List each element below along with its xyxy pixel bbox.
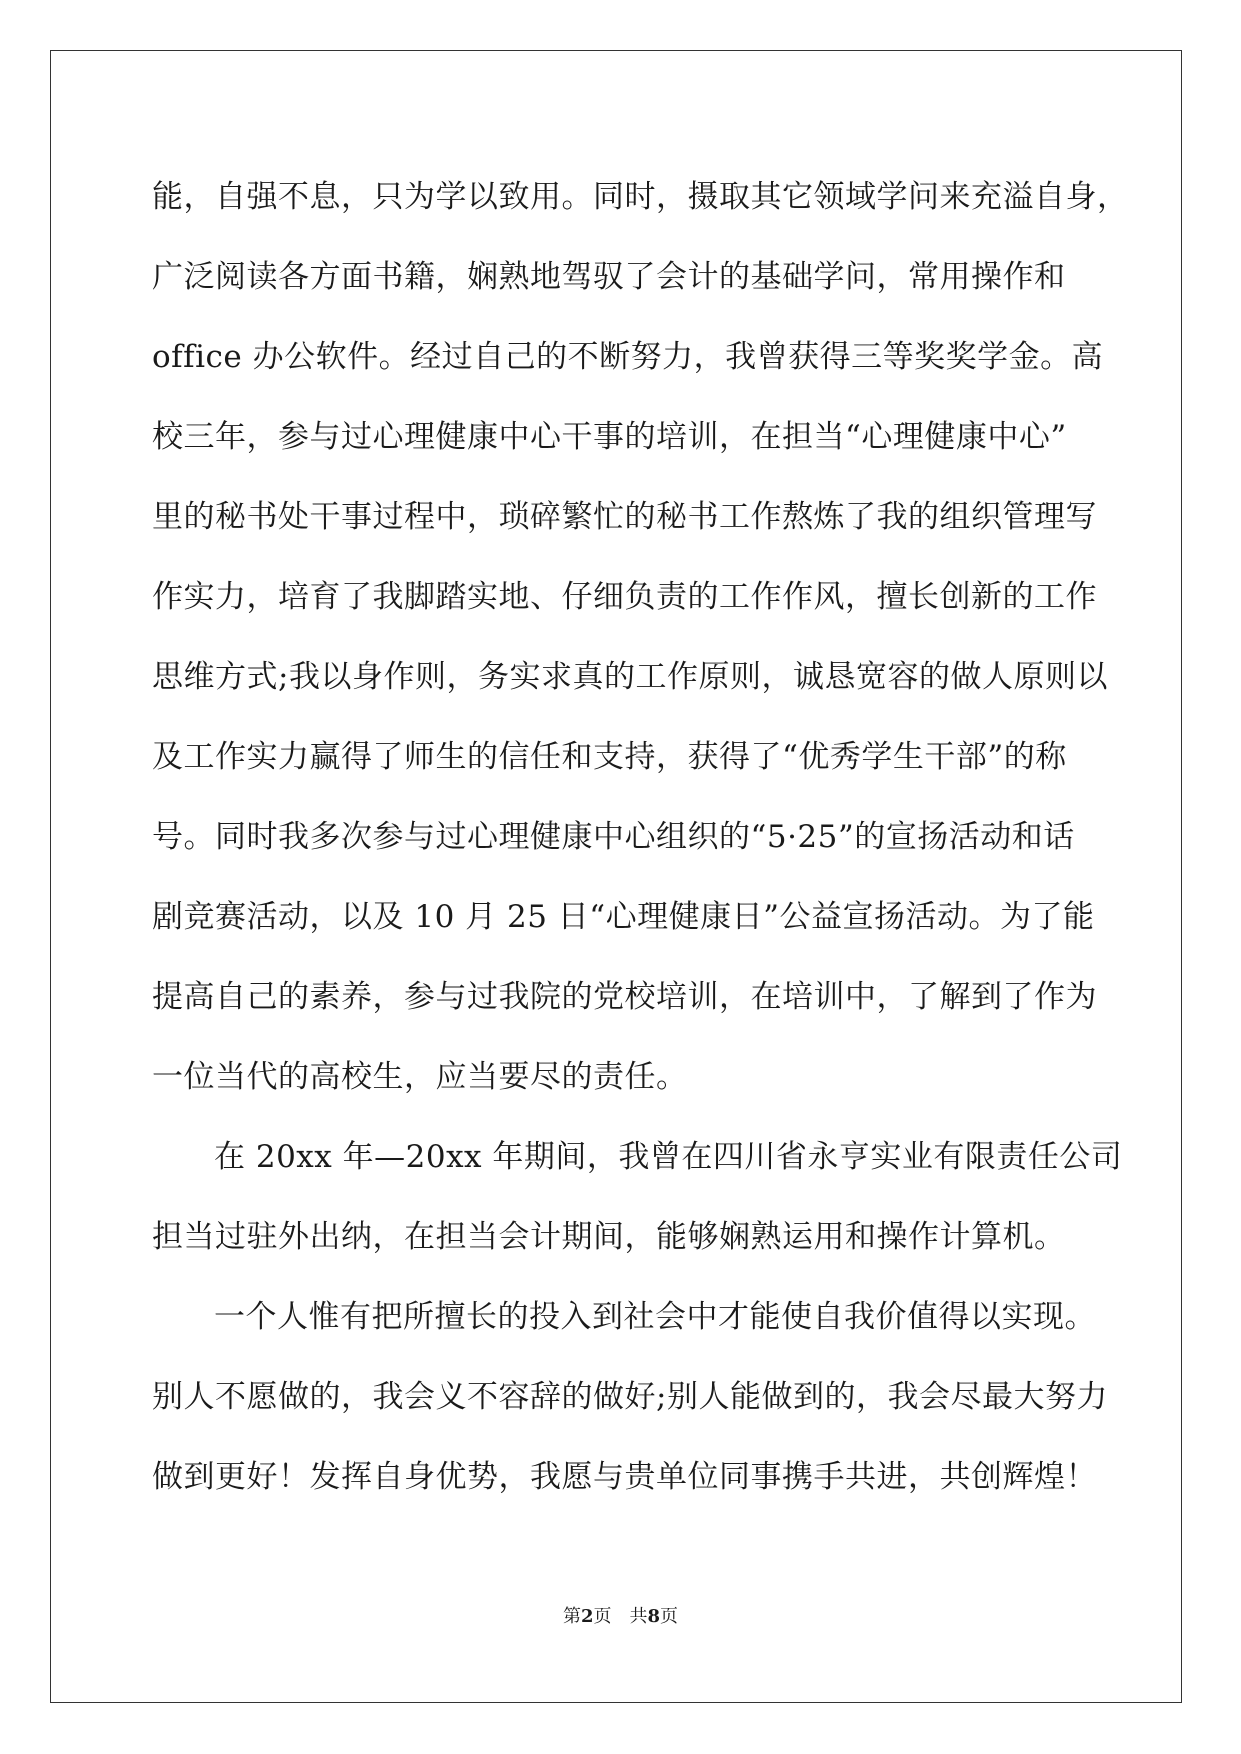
text-line: 一位当代的高校生，应当要尽的责任。 bbox=[152, 1059, 688, 1095]
text-line: 广泛阅读各方面书籍，娴熟地驾驭了会计的基础学问，常用操作和 bbox=[152, 259, 1066, 295]
text-line: 思维方式;我以身作则，务实求真的工作原则，诚恳宽容的做人原则以 bbox=[152, 659, 1108, 695]
footer-prefix: 第 bbox=[562, 1606, 581, 1627]
paragraph-start-line: 一个人惟有把所擅长的投入到社会中才能使自我价值得以实现。 bbox=[214, 1299, 1096, 1335]
text-line: 作实力，培育了我脚踏实地、仔细负责的工作作风，擅长创新的工作 bbox=[152, 579, 1097, 615]
footer-mid: 页 共 bbox=[593, 1606, 648, 1627]
text-line: 校三年，参与过心理健康中心干事的培训，在担当“心理健康中心” bbox=[152, 419, 1067, 455]
text-line: 提高自己的素养，参与过我院的党校培训，在培训中，了解到了作为 bbox=[152, 979, 1097, 1015]
text-line: 能，自强不息，只为学以致用。同时，摄取其它领域学问来充溢自身， bbox=[152, 179, 1129, 215]
document-body bbox=[152, 165, 1129, 1525]
text-line: 别人不愿做的，我会义不容辞的做好;别人能做到的，我会尽最大努力 bbox=[152, 1379, 1108, 1415]
text-line: 担当过驻外出纳，在担当会计期间，能够娴熟运用和操作计算机。 bbox=[152, 1219, 1066, 1255]
text-line: office 办公软件。经过自己的不断努力，我曾获得三等奖奖学金。高 bbox=[152, 339, 1104, 375]
page-number-footer bbox=[0, 1602, 1241, 1628]
text-line: 号。同时我多次参与过心理健康中心组织的“5·25”的宣扬活动和话 bbox=[152, 819, 1075, 855]
text-line: 做到更好！发挥自身优势，我愿与贵单位同事携手共进，共创辉煌！ bbox=[152, 1459, 1097, 1495]
text-line: 剧竞赛活动，以及 10 月 25 日“心理健康日”公益宣扬活动。为了能 bbox=[152, 899, 1095, 935]
total-page-number: 8 bbox=[647, 1606, 661, 1627]
footer-suffix: 页 bbox=[660, 1606, 679, 1627]
text-line: 及工作实力赢得了师生的信任和支持，获得了“优秀学生干部”的称 bbox=[152, 739, 1067, 775]
current-page-number: 2 bbox=[580, 1606, 594, 1627]
text-line: 里的秘书处干事过程中，琐碎繁忙的秘书工作熬炼了我的组织管理写 bbox=[152, 499, 1097, 535]
paragraph-start-line: 在 20xx 年—20xx 年期间，我曾在四川省永亨实业有限责任公司 bbox=[214, 1139, 1123, 1175]
